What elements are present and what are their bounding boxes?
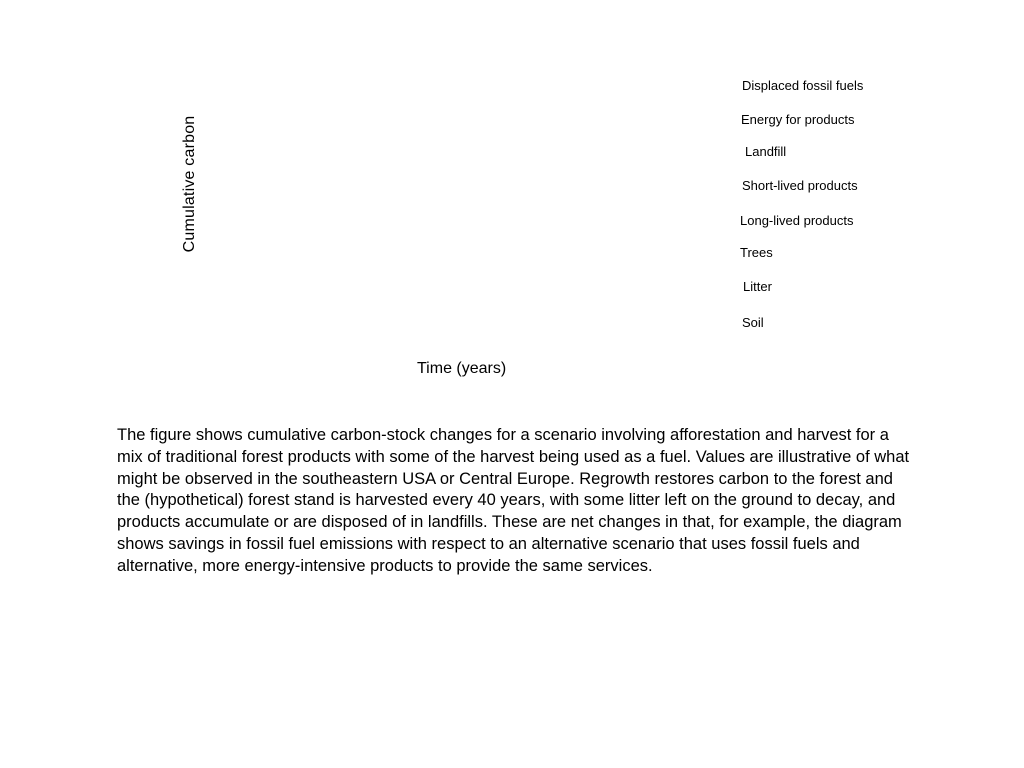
legend-item-landfill: Landfill: [745, 144, 787, 159]
legend-item-trees: Trees: [740, 245, 773, 260]
figure-caption: The figure shows cumulative carbon-stock changes for a scenario involving afforestation and harvest for a mix of traditional forest products with some of the harvest being used as a fuel. Values are illustrative of what might be observed in the southeastern USA or Central Europe. Regrowth restores carbon to the forest and the (hypothetical) forest stand is harvested every 40 years, with some litter left on the ground to decay, and products accumulate or are disposed of in landfills. These are net changes in that, for example, the diagram shows savings in fossil fuel emissions with respect to an alternative scenario that uses fossil fuels and alternative, more energy-intensive products to provide the same services.: [117, 426, 910, 575]
legend-item-energy-for-products: Energy for products: [741, 112, 855, 127]
legend-item-displaced-fossil-fuels: Displaced fossil fuels: [742, 78, 864, 93]
legend-item-short-lived-products: Short-lived products: [742, 178, 858, 193]
legend-item-litter: Litter: [743, 279, 772, 294]
legend-item-soil: Soil: [742, 315, 764, 330]
legend-item-long-lived-products: Long-lived products: [740, 213, 854, 228]
x-axis-label: Time (years): [417, 360, 507, 377]
y-axis-label: Cumulative carbon: [181, 115, 198, 253]
